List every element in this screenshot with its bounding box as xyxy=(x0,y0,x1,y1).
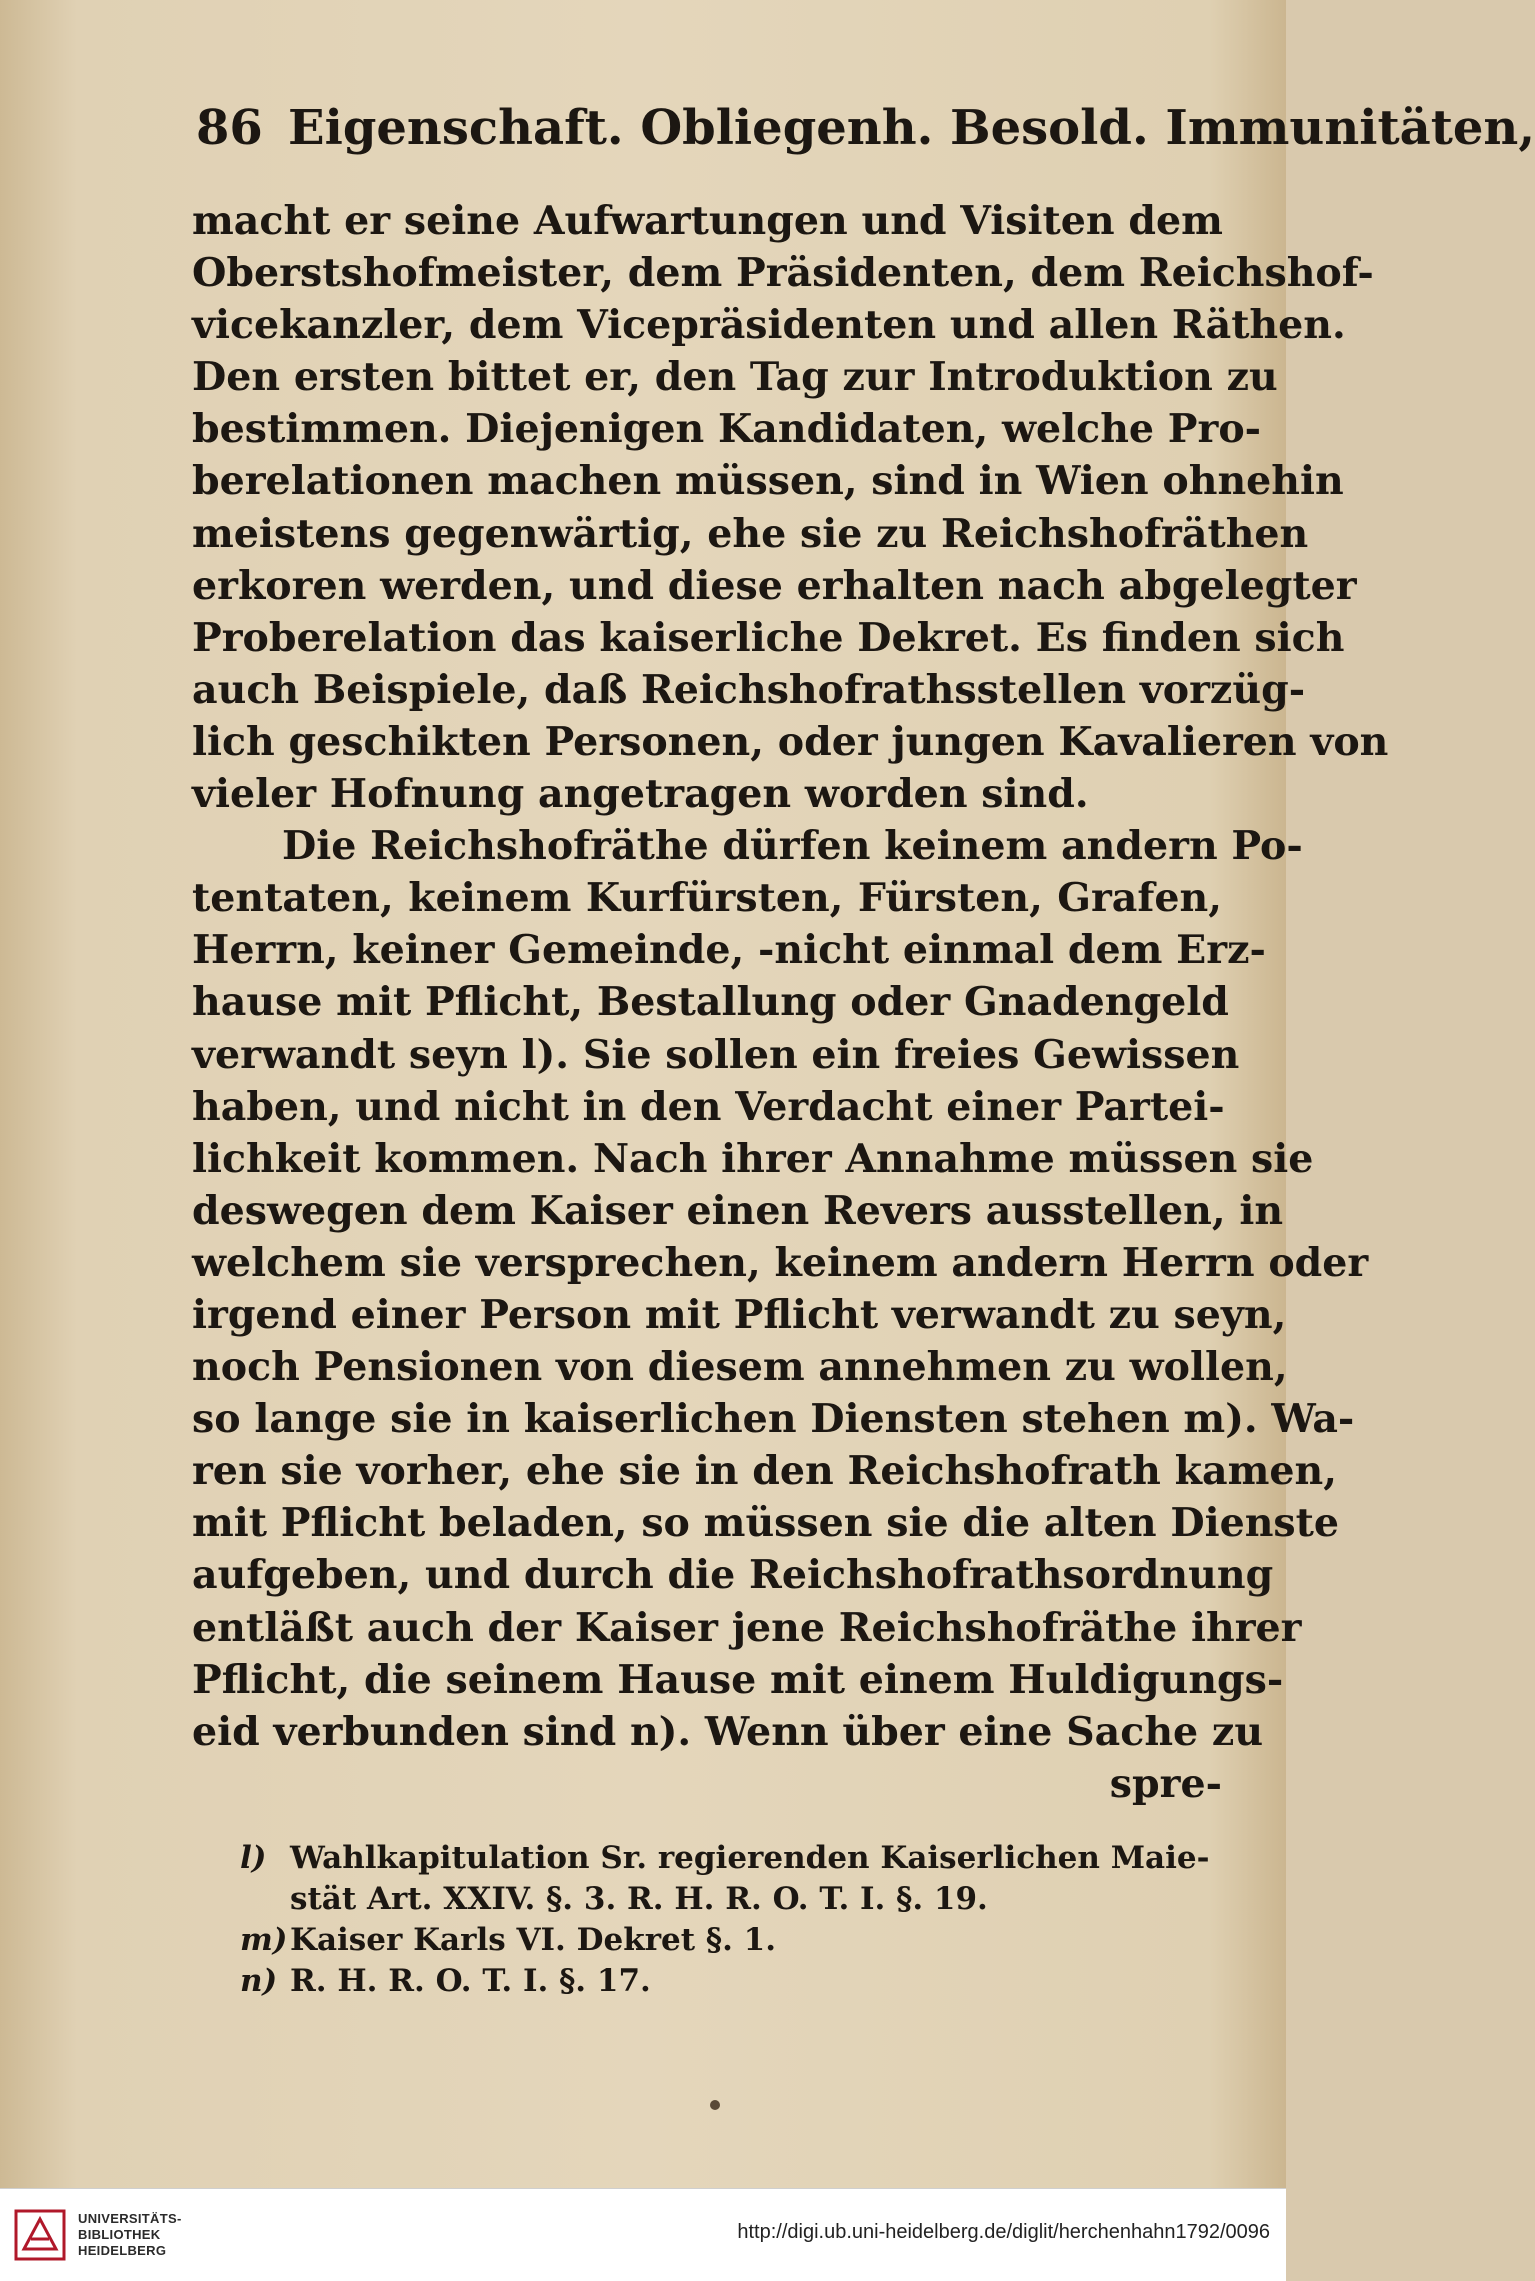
text-line: aufgeben, und durch die Reichshofrathsordnung xyxy=(192,1552,1274,1599)
library-name: UNIVERSITÄTS- BIBLIOTHEK HEIDELBERG xyxy=(78,2211,182,2258)
footnote-text: R. H. R. O. T. I. §. 17. xyxy=(290,1963,651,1999)
text-line: hause mit Pflicht, Bestallung oder Gnadengeld xyxy=(192,979,1229,1026)
text-line: mit Pflicht beladen, so müssen sie die alten Dienste xyxy=(192,1500,1340,1547)
text-line: verwandt seyn l). Sie sollen ein freies Gewissen xyxy=(192,1031,1240,1078)
text-line: berelationen machen müssen, sind in Wien ohnehin xyxy=(192,458,1344,505)
footnote xyxy=(240,1838,1220,1879)
text-line: irgend einer Person mit Pflicht verwandt zu seyn, xyxy=(192,1291,1287,1338)
text-line: vieler Hofnung angetragen worden sind. xyxy=(192,771,1089,818)
text-line: lich geschikten Personen, oder jungen Kavalieren von xyxy=(192,718,1389,765)
viewer-footer xyxy=(0,2188,1286,2281)
text-line: tentaten, keinem Kurfürsten, Fürsten, Grafen, xyxy=(192,875,1222,922)
page-number: 86 xyxy=(196,100,263,156)
text-line: auch Beispiele, daß Reichshofrathsstellen vorzüg- xyxy=(192,666,1306,713)
text-line: Herrn, keiner Gemeinde, -nicht einmal dem Erz- xyxy=(192,927,1266,974)
text-line: ren sie vorher, ehe sie in den Reichshofrath kamen, xyxy=(192,1448,1337,1495)
footnotes xyxy=(240,1838,1220,2002)
ub-heidelberg-logo-icon[interactable] xyxy=(14,2209,66,2261)
footnote-text: Kaiser Karls VI. Dekret §. 1. xyxy=(290,1922,777,1958)
text-line: erkoren werden, und diese erhalten nach abgelegter xyxy=(192,562,1357,609)
text-line: bestimmen. Diejenigen Kandidaten, welche Pro- xyxy=(192,406,1262,453)
catchword: spre- xyxy=(1109,1760,1222,1807)
footnote-continuation xyxy=(240,1879,1220,1920)
footnote-mark: m) xyxy=(240,1922,288,1958)
running-title: Eigenschaft. Obliegenh. Besold. Immunitäten, xyxy=(288,100,1535,156)
text-line: noch Pensionen von diesem annehmen zu wollen, xyxy=(192,1344,1288,1391)
text-line: lichkeit kommen. Nach ihrer Annahme müssen sie xyxy=(192,1135,1314,1182)
text-line: Die Reichshofräthe dürfen keinem andern Po- xyxy=(282,823,1303,870)
footnote-text: stät Art. XXIV. §. 3. R. H. R. O. T. I. §. 19. xyxy=(290,1881,988,1917)
footnote-mark: n) xyxy=(240,1963,278,1999)
text-line: meistens gegenwärtig, ehe sie zu Reichshofräthen xyxy=(192,510,1309,557)
text-line: Proberelation das kaiserliche Dekret. Es finden sich xyxy=(192,614,1345,661)
body-text xyxy=(192,195,1389,1810)
text-line: welchem sie versprechen, keinem andern Herrn oder xyxy=(192,1239,1369,1286)
footnote xyxy=(240,1961,1220,2002)
text-line: eid verbunden sind n). Wenn über eine Sache zu xyxy=(192,1708,1264,1755)
text-line: entläßt auch der Kaiser jene Reichshofräthe ihrer xyxy=(192,1604,1302,1651)
page-header xyxy=(196,100,1535,160)
text-line: deswegen dem Kaiser einen Revers ausstellen, in xyxy=(192,1187,1284,1234)
text-line: macht er seine Aufwartungen und Visiten dem xyxy=(192,198,1223,244)
text-line: Den ersten bittet er, den Tag zur Introduktion zu xyxy=(192,354,1278,401)
text-line: so lange sie in kaiserlichen Diensten stehen m). Wa- xyxy=(192,1396,1355,1443)
text-line: Oberstshofmeister, dem Präsidenten, dem Reichshof- xyxy=(192,250,1374,297)
permalink[interactable]: http://digi.ub.uni-heidelberg.de/diglit/herchenhahn1792/0096 xyxy=(737,2221,1270,2243)
footnote-text: Wahlkapitulation Sr. regierenden Kaiserlichen Maie- xyxy=(290,1840,1210,1876)
footnote xyxy=(240,1920,1220,1961)
text-line: haben, und nicht in den Verdacht einer Partei- xyxy=(192,1083,1225,1130)
footnote-mark: l) xyxy=(240,1840,267,1876)
ink-dot-ornament xyxy=(710,2100,720,2110)
text-line: Pflicht, die seinem Hause mit einem Huldigungs- xyxy=(192,1656,1284,1703)
text-line: vicekanzler, dem Vicepräsidenten und allen Räthen. xyxy=(192,302,1346,349)
